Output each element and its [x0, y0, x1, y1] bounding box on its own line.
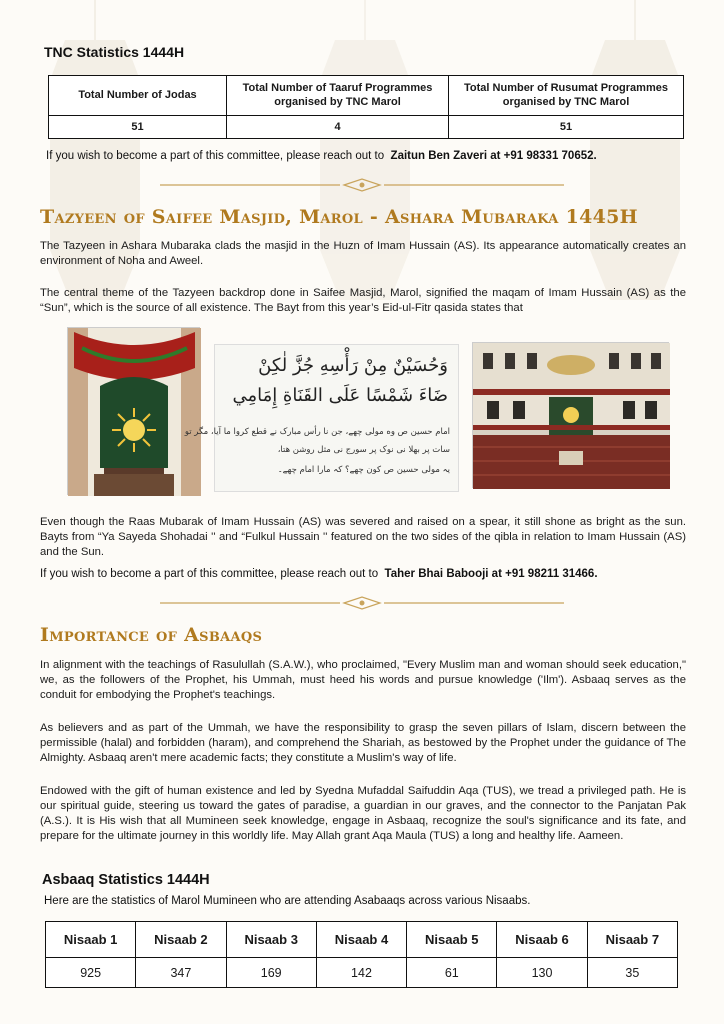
table-header-cell: Total Number of Taaruf Programmes organised by TNC Marol — [227, 76, 449, 116]
table-header-cell: Nisaab 2 — [136, 922, 226, 958]
arabic-bayt-line-1: وَحُسَيْنٌ مِنْ رَأْسِهِ جُزَّ لٰكِنْ — [258, 355, 448, 376]
table-header-row — [46, 922, 678, 958]
tnc-stats-table — [48, 75, 684, 139]
ornamental-divider-icon — [160, 596, 564, 610]
table-header-cell: Nisaab 7 — [587, 922, 677, 958]
urdu-translation-line-3: یہ مولی حسین ص کون چھے؟ کہ مارا امام چھے۔ — [277, 465, 450, 475]
asbaaq-paragraph-2: As believers and as part of the Ummah, we have the responsibility to grasp the seven pillars of Islam, discern between the permissible (halal) and forbidden (haram), and comprehend the Shariah, as bestowed by the Prophet under the guidance of The Almighty. Asbaaq aren't mere academic facts; they constitute a Muslim's way of life. — [40, 722, 686, 764]
arabic-bayt-line-2: ضَاءَ شَمْسًا عَلَى القَنَاةِ إِمَامِي — [232, 385, 448, 406]
table-header-cell: Nisaab 6 — [497, 922, 587, 958]
asbaaq-paragraph-1: In alignment with the teachings of Rasulullah (S.A.W.), who proclaimed, "Every Muslim man and woman should seek education," we, as the followers of the Prophet, his Ummah, must heed his words and pursue knowledge ('Ilm'). Asbaaq serves as the conduit for embodying the Prophet's teachings. — [40, 659, 686, 701]
table-cell: 925 — [46, 958, 136, 988]
table-header-row — [49, 76, 684, 116]
table-cell: 142 — [316, 958, 406, 988]
ornamental-divider-icon — [160, 178, 564, 192]
table-header-cell: Nisaab 3 — [226, 922, 316, 958]
tnc-contact-line — [46, 150, 597, 162]
asbaaq-stats-heading: Asbaaq Statistics 1444H — [42, 872, 210, 888]
contact-name-phone: Taher Bhai Babooji at +91 98211 31466. — [384, 568, 598, 580]
contact-prefix: If you wish to become a part of this committee, please reach out to — [40, 568, 379, 580]
tnc-stats-heading: TNC Statistics 1444H — [44, 44, 185, 60]
table-header-cell: Total Number of Jodas — [49, 76, 227, 116]
asbaaq-stats-table — [45, 921, 678, 988]
urdu-translation-line-2: سات پر بهلا نی نوک پر سورج نی مثل روشن هتا، — [277, 445, 450, 455]
table-row — [46, 958, 678, 988]
contact-prefix: If you wish to become a part of this committee, please reach out to — [46, 150, 385, 162]
tazyeen-paragraph-2: The central theme of the Tazyeen backdrop done in Saifee Masjid, Marol, signified the maqam of Imam Hussain (AS) as the “Sun”, which is the source of all existence. The Bayt from this year’s Eid-ul-Fitr qasida states that — [40, 287, 686, 314]
table-header-cell: Total Number of Rusumat Programmes organised by TNC Marol — [449, 76, 684, 116]
table-cell: 51 — [49, 116, 227, 139]
bayt-calligraphy-image — [184, 344, 459, 492]
tazyeen-paragraph-1: The Tazyeen in Ashara Mubaraka clads the masjid in the Huzn of Imam Hussain (AS). Its appearance automatically creates an environment of Noha and Aweel. — [40, 240, 686, 267]
contact-name-phone: Zaitun Ben Zaveri at +91 98331 70652. — [390, 150, 597, 162]
qibla-tazyeen-photo — [67, 327, 200, 495]
asbaaq-paragraph-3: Endowed with the gift of human existence and led by Syedna Mufaddal Saifuddin Aqa (TUS), we tread a privileged path. He is our spiritual guide, steering us toward the gates of paradise, a guardian in our graves, and the connector to the Panjatan Pak (A.S.). It is His wish that all Mumineen seek knowledge, engage in Asbaaq, recognize the soul's significance and its fate, and prepare for the ultimate journey in this worldly life. May Allah grant Aqa Maula (TUS) a long and healthy life. Aameen. — [40, 785, 686, 842]
tazyeen-paragraph-3: Even though the Raas Mubarak of Imam Hussain (AS) was severed and raised on a spear, it still shone as bright as the sun. Bayts from “Ya Sayeda Shohadai '' and “Fulkul Hussain '' featured on the two sides of the qibla in relation to Imam Hussain (AS) and the Sun. — [40, 516, 686, 558]
tazyeen-contact-line — [40, 568, 598, 580]
table-cell: 35 — [587, 958, 677, 988]
asbaaq-stats-intro: Here are the statistics of Marol Mumineen who are attending Asabaaqs across various Nisaabs. — [44, 895, 531, 907]
table-header-cell: Nisaab 5 — [407, 922, 497, 958]
table-row — [49, 116, 684, 139]
table-cell: 61 — [407, 958, 497, 988]
table-cell: 347 — [136, 958, 226, 988]
table-cell: 130 — [497, 958, 587, 988]
table-cell: 169 — [226, 958, 316, 988]
asbaaq-heading: Importance of Asbaaqs — [40, 624, 263, 646]
tazyeen-heading: Tazyeen of Saifee Masjid, Marol - Ashara Mubaraka 1445H — [40, 206, 638, 228]
table-header-cell: Nisaab 1 — [46, 922, 136, 958]
table-header-cell: Nisaab 4 — [316, 922, 406, 958]
masjid-interior-photo — [472, 342, 669, 488]
urdu-translation-line-1: امام حسین ص وه مولی چھے، جن نا رأس مبارک نے قطع کروا ما آیا، مگر تو — [184, 427, 450, 437]
table-cell: 4 — [227, 116, 449, 139]
table-cell: 51 — [449, 116, 684, 139]
